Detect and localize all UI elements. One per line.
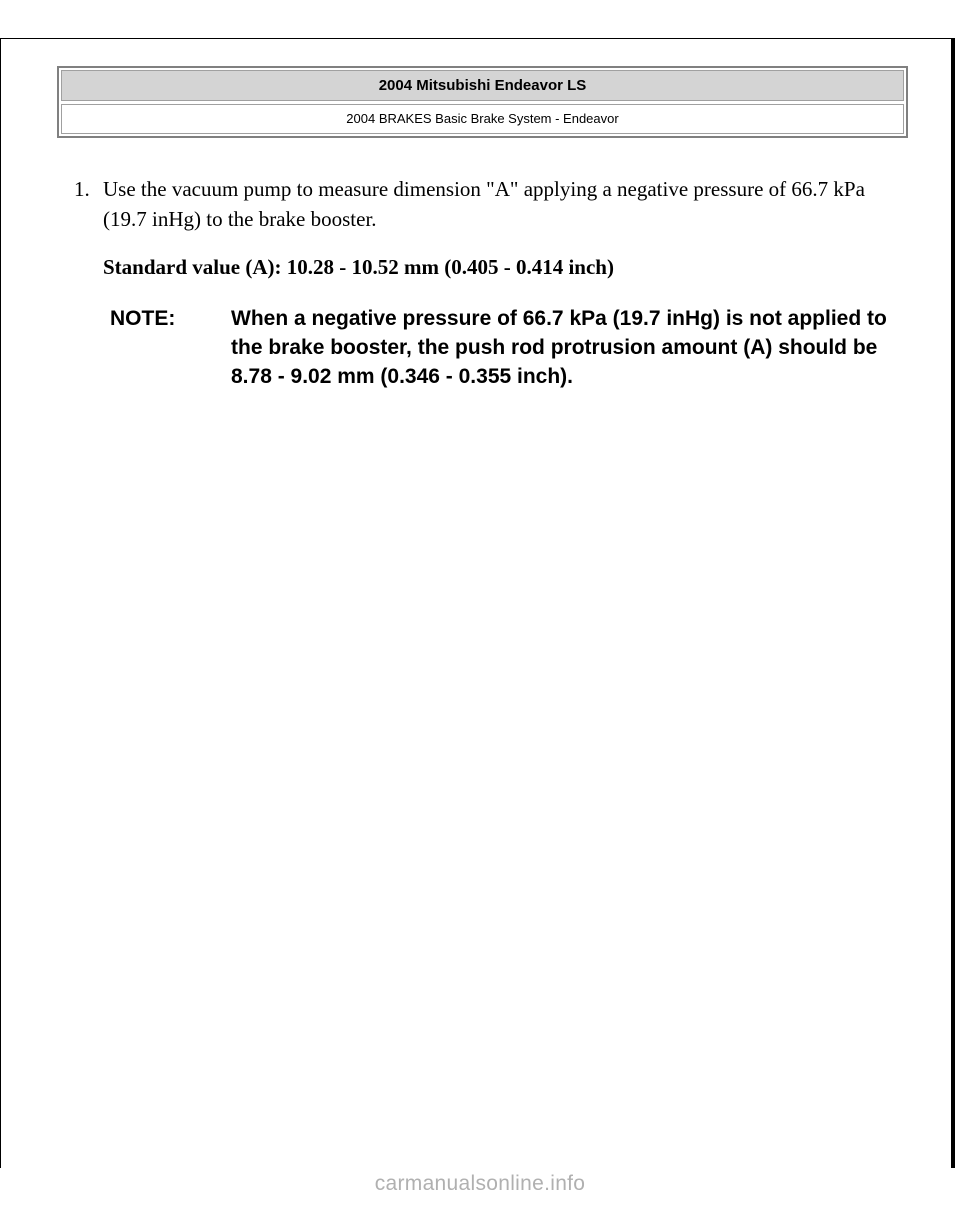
note-text: When a negative pressure of 66.7 kPa (19.7 inHg) is not applied to the brake booster, the push rod protrusion amount (A) should be 8.78 - 9.02 mm (0.346 - 0.355 inch). xyxy=(231,307,887,388)
header-title: 2004 Mitsubishi Endeavor LS xyxy=(61,70,904,101)
header-subtitle: 2004 BRAKES Basic Brake System - Endeavor xyxy=(61,104,904,134)
standard-value: Standard value (A): 10.28 - 10.52 mm (0.405 - 0.414 inch) xyxy=(103,255,614,279)
step-text: Use the vacuum pump to measure dimension "A" applying a negative pressure of 66.7 kPa (19.7 inHg) to the brake booster. xyxy=(103,177,865,231)
note-block xyxy=(110,304,900,391)
procedure-step xyxy=(74,174,894,234)
note-label: NOTE: xyxy=(110,307,176,330)
document-header xyxy=(57,66,908,138)
step-number: 1. xyxy=(74,177,90,201)
watermark: carmanualsonline.info xyxy=(374,1172,586,1195)
